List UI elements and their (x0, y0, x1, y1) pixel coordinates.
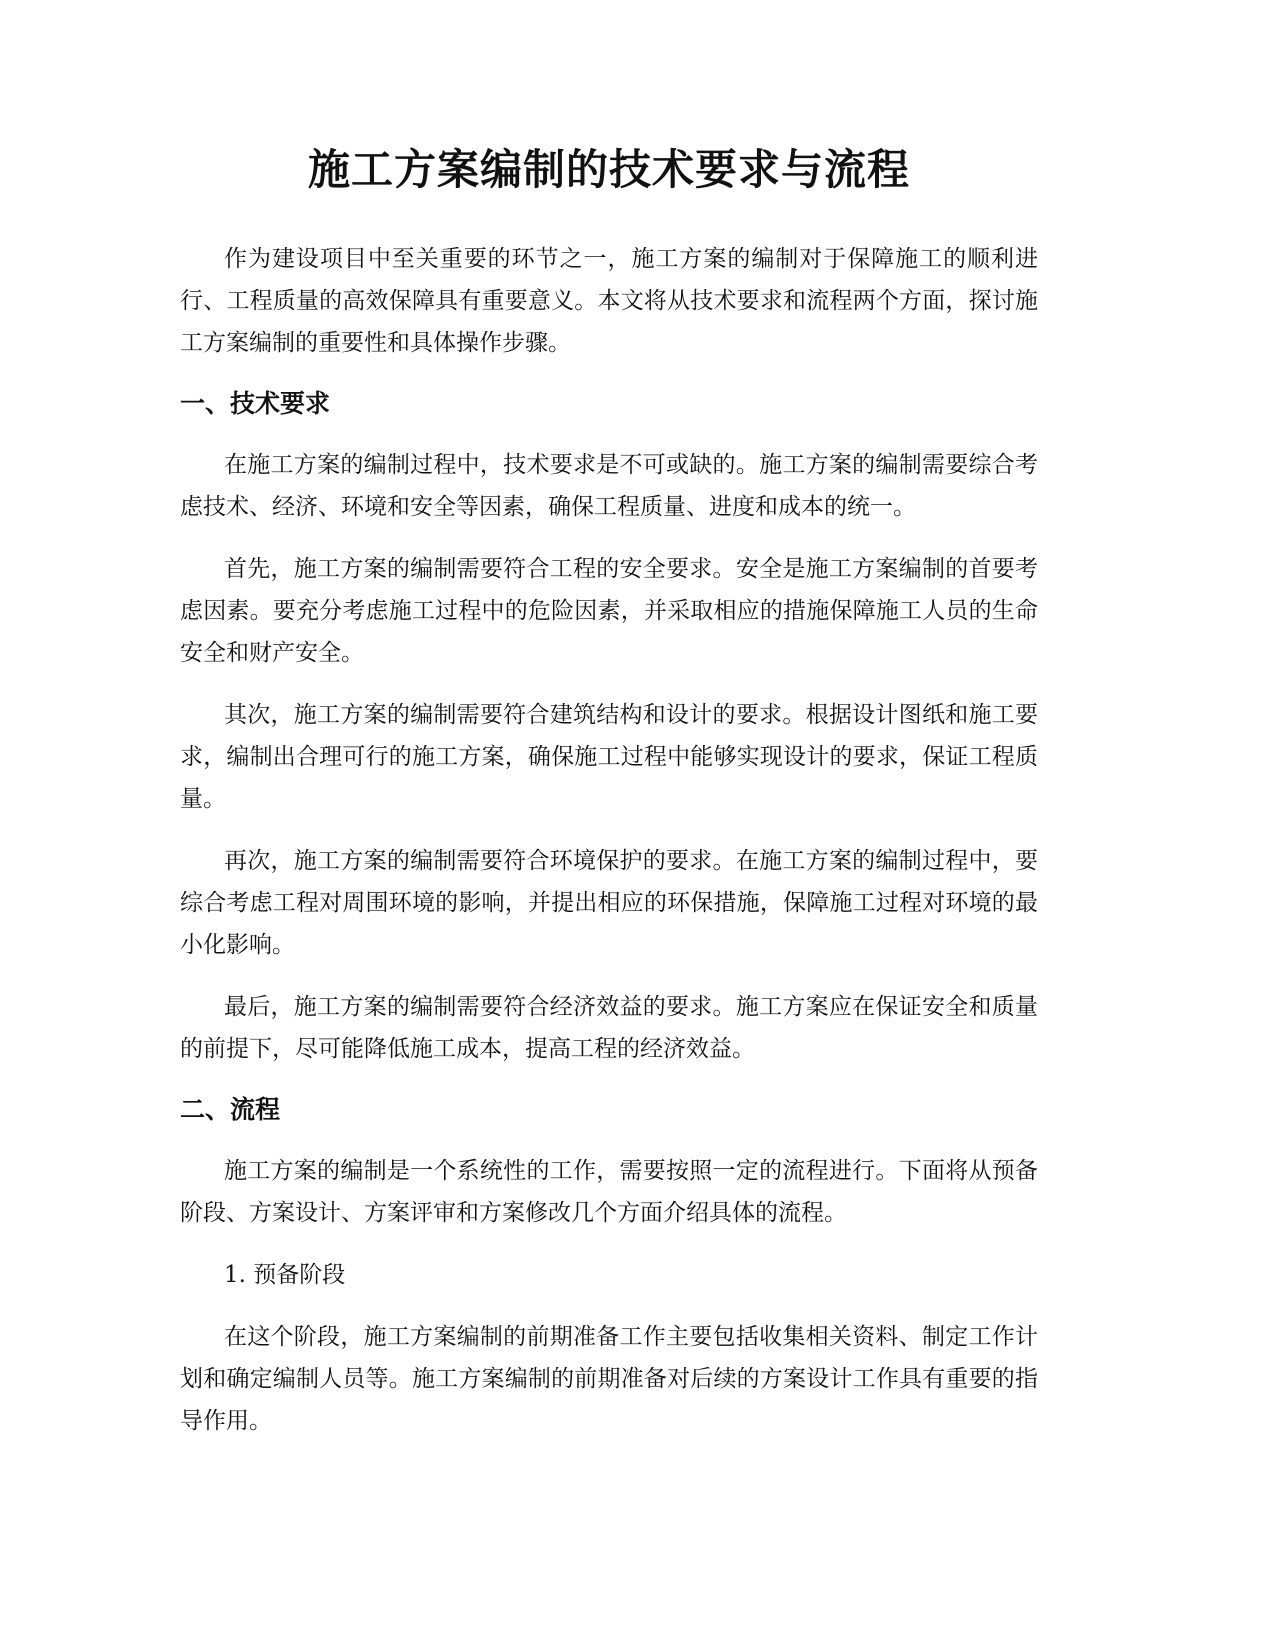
document-page (180, 140, 1038, 1462)
paragraph: 施工方案的编制是一个系统性的工作，需要按照一定的流程进行。下面将从预备阶段、方案设计、方案评审和方案修改几个方面介绍具体的流程。 (180, 1158, 1038, 1226)
section-heading-technical-requirements: 一、技术要求 (180, 389, 331, 418)
paragraph: 其次，施工方案的编制需要符合建筑结构和设计的要求。根据设计图纸和施工要求，编制出合理可行的施工方案，确保施工过程中能够实现设计的要求，保证工程质量。 (180, 702, 1038, 812)
paragraph: 首先，施工方案的编制需要符合工程的安全要求。安全是施工方案编制的首要考虑因素。要充分考虑施工过程中的危险因素，并采取相应的措施保障施工人员的生命安全和财产安全。 (180, 556, 1038, 666)
step-heading-preparation: 1. 预备阶段 (224, 1262, 346, 1288)
paragraph: 在施工方案的编制过程中，技术要求是不可或缺的。施工方案的编制需要综合考虑技术、经济、环境和安全等因素，确保工程质量、进度和成本的统一。 (180, 452, 1038, 520)
paragraph: 最后，施工方案的编制需要符合经济效益的要求。施工方案应在保证安全和质量的前提下，尽可能降低施工成本，提高工程的经济效益。 (180, 994, 1038, 1062)
section-heading-process: 二、流程 (180, 1095, 281, 1124)
paragraph: 在这个阶段，施工方案编制的前期准备工作主要包括收集相关资料、制定工作计划和确定编制人员等。施工方案编制的前期准备对后续的方案设计工作具有重要的指导作用。 (180, 1324, 1038, 1434)
paragraph: 再次，施工方案的编制需要符合环境保护的要求。在施工方案的编制过程中，要综合考虑工程对周围环境的影响，并提出相应的环保措施，保障施工过程对环境的最小化影响。 (180, 848, 1038, 958)
document-title: 施工方案编制的技术要求与流程 (307, 145, 910, 194)
intro-paragraph: 作为建设项目中至关重要的环节之一，施工方案的编制对于保障施工的顺利进行、工程质量的高效保障具有重要意义。本文将从技术要求和流程两个方面，探讨施工方案编制的重要性和具体操作步骤。 (180, 246, 1038, 356)
